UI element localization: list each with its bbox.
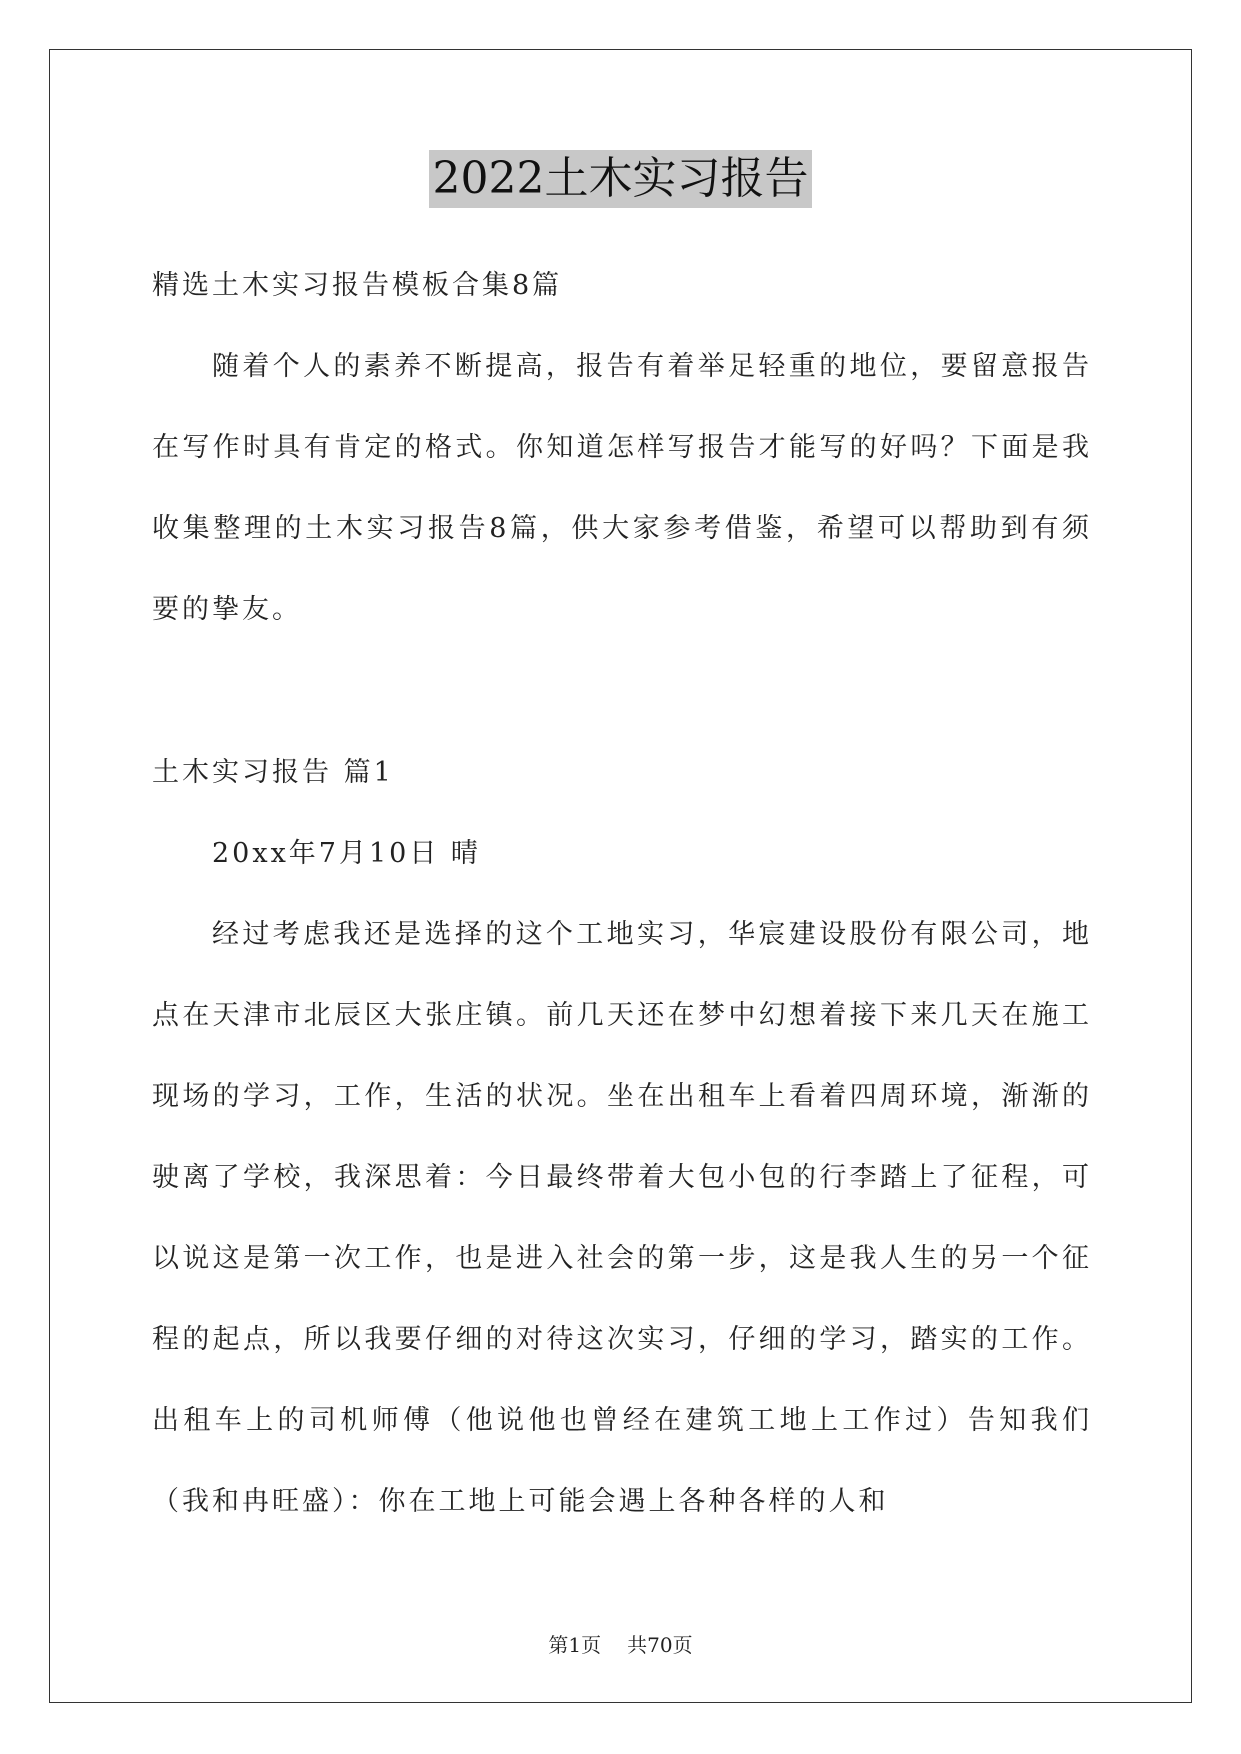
page-footer <box>0 1629 1241 1658</box>
total-pages: 共70页 <box>627 1633 693 1657</box>
intro-paragraph: 随着个人的素养不断提高，报告有着举足轻重的地位，要留意报告在写作时具有肯定的格式。你知道怎样写报告才能写的好吗？下面是我收集整理的土木实习报告8篇，供大家参考借鉴，希望可以帮助到有须要的挚友。 <box>152 351 1092 625</box>
body-paragraph: 经过考虑我还是选择的这个工地实习，华宸建设股份有限公司，地点在天津市北辰区大张庄镇。前几天还在梦中幻想着接下来几天在施工现场的学习，工作，生活的状况。坐在出租车上看着四周环境，渐渐的驶离了学校，我深思着：今日最终带着大包小包的行李踏上了征程，可以说这是第一次工作，也是进入社会的第一步，这是我人生的另一个征程的起点，所以我要仔细的对待这次实习，仔细的学习，踏实的工作。出租车上的司机师傅（他说他也曾经在建筑工地上工作过）告知我们（我和冉旺盛）：你在工地上可能会遇上各种各样的人和 <box>152 919 1092 1517</box>
document-body <box>152 245 1092 1542</box>
document-title: 2022土木实习报告 <box>429 150 813 208</box>
title-container <box>0 150 1241 208</box>
section-heading: 土木实习报告 篇1 <box>152 757 394 788</box>
date-line: 20xx年7月10日 晴 <box>212 838 481 869</box>
page-number: 第1页 <box>548 1633 602 1657</box>
document-subtitle: 精选土木实习报告模板合集8篇 <box>152 270 563 301</box>
